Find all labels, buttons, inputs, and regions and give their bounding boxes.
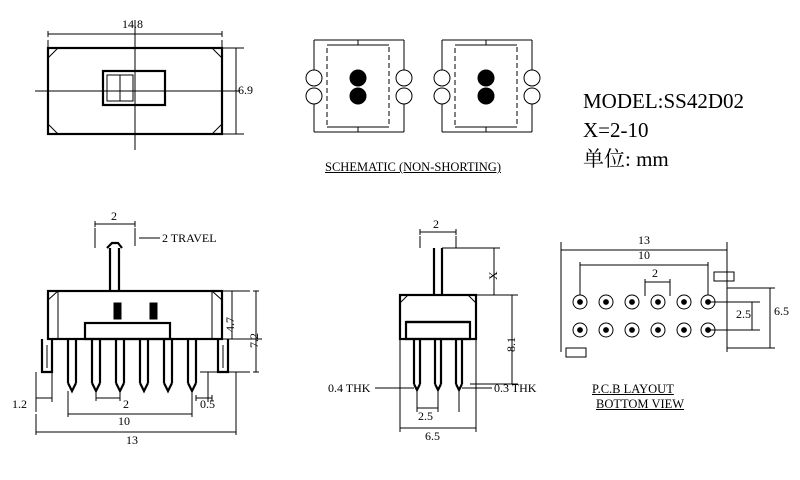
front-view-left-edge-dim: 1.2 bbox=[12, 397, 27, 411]
pcb-inner-width-dim: 10 bbox=[638, 248, 650, 262]
front-view-pin-gap-dim: 2 bbox=[111, 209, 117, 223]
front-view-overall-width-dim: 13 bbox=[126, 433, 138, 447]
side-view-travel-x-dim: X bbox=[486, 271, 500, 280]
front-view-total-height-dim: 7.2 bbox=[247, 333, 261, 348]
side-view-right-thk-label: 0.3 THK bbox=[494, 381, 537, 395]
top-view-height-dim: 6.9 bbox=[238, 83, 253, 97]
front-view-right-edge-dim: 0.5 bbox=[200, 397, 215, 411]
top-view-geometry bbox=[35, 17, 244, 150]
pcb-overall-width-dim: 13 bbox=[638, 233, 650, 247]
pcb-layout-geometry bbox=[561, 242, 775, 357]
pcb-pitch-dim: 2 bbox=[652, 266, 658, 280]
pcb-row-pitch-dim: 2.5 bbox=[736, 307, 751, 321]
side-view-left-thk-label: 0.4 THK bbox=[328, 381, 371, 395]
travel-spec-label: X=2-10 bbox=[583, 118, 649, 142]
top-view-width-dim: 14.8 bbox=[122, 17, 143, 31]
front-view-travel-label: 2 TRAVEL bbox=[162, 231, 217, 245]
side-view-total-height-dim: 8.1 bbox=[504, 337, 518, 352]
side-view-pin-pitch-dim: 2.5 bbox=[418, 409, 433, 423]
pcb-caption-line1: P.C.B LAYOUT bbox=[592, 382, 674, 396]
side-view-overall-width-dim: 6.5 bbox=[425, 429, 440, 443]
side-view-geometry bbox=[375, 229, 518, 432]
pcb-caption-line2: BOTTOM VIEW bbox=[596, 397, 685, 411]
units-label: 单位: mm bbox=[583, 147, 669, 171]
model-label: MODEL:SS42D02 bbox=[583, 89, 745, 113]
front-view-pin-pitch-dim: 2 bbox=[123, 397, 129, 411]
front-view-inner-width-dim: 10 bbox=[118, 414, 130, 428]
side-view-actuator-width-dim: 2 bbox=[433, 217, 439, 231]
schematic-geometry bbox=[306, 40, 540, 132]
schematic-caption: SCHEMATIC (NON-SHORTING) bbox=[325, 160, 501, 174]
pcb-overall-height-dim: 6.5 bbox=[774, 304, 789, 318]
front-view-body-height-dim: 4.7 bbox=[223, 317, 237, 332]
